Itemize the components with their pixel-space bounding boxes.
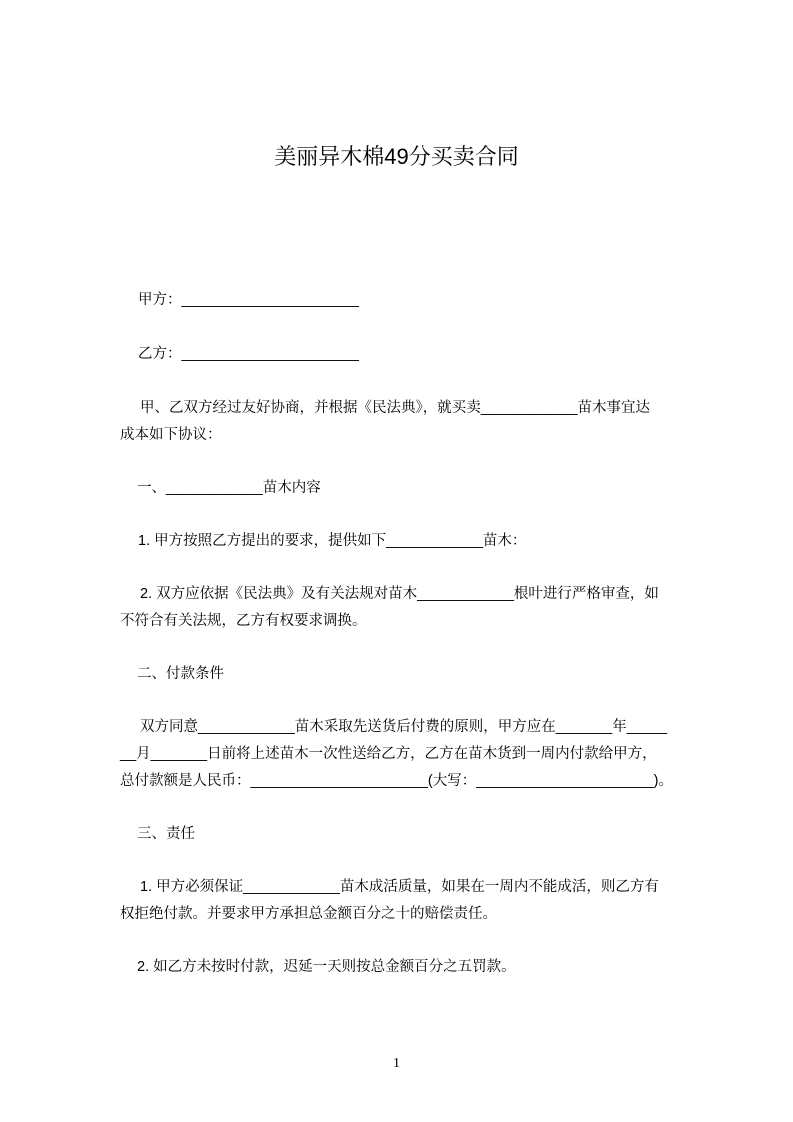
intro-line-2: 成本如下协议： (120, 427, 222, 443)
page-number: 1 (393, 1056, 400, 1071)
intro-line-1: 甲、乙双方经过友好协商，并根据《民法典》，就买卖____________苗木事宜达 (140, 400, 651, 416)
section1-item2-line2: 不符合有关法规，乙方有权要求调换。 (120, 613, 367, 629)
section1-heading: 一、____________苗木内容 (137, 480, 321, 496)
section1-item2-line1: 2. 双方应依据《民法典》及有关法规对苗木____________根叶进行严格审查，如 (140, 586, 659, 602)
section2-para-line2: __月_______日前将上述苗木一次性送给乙方，乙方在苗木货到一周内付款给甲方， (120, 746, 657, 762)
section1-item1: 1. 甲方按照乙方提出的要求，提供如下____________苗木： (138, 533, 527, 549)
section3-item1-line2: 权拒绝付款。并要求甲方承担总金额百分之十的赔偿责任。 (120, 906, 497, 922)
section2-heading: 二、付款条件 (137, 666, 224, 682)
section2-para-line3: 总付款额是人民币：______________________(大写：______________________)。 (120, 773, 673, 789)
section3-item2: 2. 如乙方未按时付款，迟延一天则按总金额百分之五罚款。 (137, 959, 516, 975)
party-a-line: 甲方：______________________ (138, 292, 359, 308)
section2-para-line1: 双方同意____________苗木采取先送货后付费的原则，甲方应在_______年_____ (140, 719, 668, 735)
party-b-line: 乙方：______________________ (138, 346, 359, 362)
section3-item1-line1: 1. 甲方必须保证____________苗木成活质量，如果在一周内不能成活，则乙方有 (140, 879, 659, 895)
document-title: 美丽异木棉49分买卖合同 (274, 144, 519, 169)
section3-heading: 三、责任 (137, 826, 195, 842)
